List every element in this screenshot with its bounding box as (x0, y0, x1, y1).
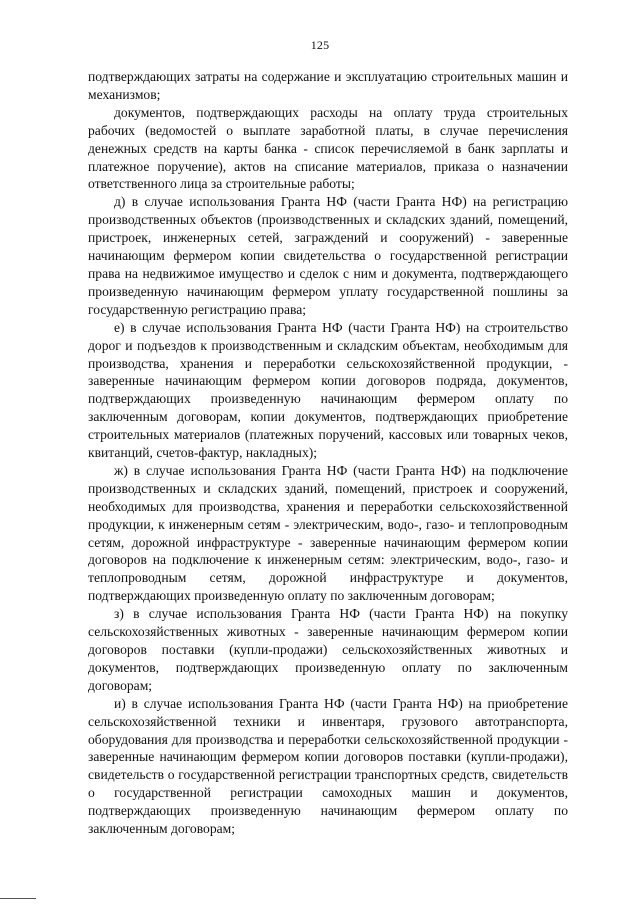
footer-rule (0, 898, 36, 899)
paragraph-item-z: з) в случае использования Гранта НФ (части Гранта НФ) на покупку сельскохозяйственных животных - заверенные начинающим фермером копии договоров поставки (купли-продажи) сельскохозяйственных животных и документов, подтверждающих произведенную оплату по заключенным договорам; (88, 606, 568, 693)
page-number: 125 (310, 38, 330, 52)
paragraph-item-e: е) в случае использования Гранта НФ (части Гранта НФ) на строительство дорог и подъездов к производственным и складским объектам, необходимым для производства, хранения и переработки сельскохозяйственной продукции, - заверенные начинающим фермером копии договоров подряда, документов, подтверждающих произведенную начинающим фермером оплату по заключенным договорам, копии документов, подтверждающих приобретение строительных материалов (платежных поручений, кассовых или товарных чеков, квитанций, счетов-фактур, накладных); (88, 319, 568, 461)
document-body (88, 68, 568, 838)
paragraph-labor-documents: документов, подтверждающих расходы на оплату труда строительных рабочих (ведомостей о выплате заработной платы, в случае перечисления денежных средств на карты банка - список перечисляемой в банк зарплаты и платежное поручение), актов на списание материалов, приказа о назначении ответственного лица за строительные работы; (88, 104, 568, 192)
paragraph-item-i: и) в случае использования Гранта НФ (части Гранта НФ) на приобретение сельскохозяйственной техники и инвентаря, грузового автотранспорта, оборудования для производства и переработки сельскохозяйственной продукции - заверенные начинающим фермером копии договоров поставки (купли-продажи), свидетельств о государственной регистрации транспортных средств, свидетельств о государственной регистрации самоходных машин и документов, подтверждающих произведенную начинающим фермером оплату по заключенным договорам; (88, 695, 568, 837)
paragraph-continuation: подтверждающих затраты на содержание и эксплуатацию строительных машин и механизмов; (88, 69, 568, 102)
paragraph-item-zh: ж) в случае использования Гранта НФ (части Гранта НФ) на подключение производственных и складских зданий, помещений, пристроек и сооружений, необходимых для производства, хранения и переработки сельскохозяйственной продукции, к инженерным сетям - электрическим, водо-, газо- и теплопроводным сетям, дорожной инфраструктуре - заверенные начинающим фермером копии договоров на подключение к инженерным сетям: электрическим, водо-, газо- и теплопроводным сетям, дорожной инфраструктуре и документов, подтверждающих произведенную оплату по заключенным договорам; (88, 462, 568, 604)
paragraph-item-d: д) в случае использования Гранта НФ (части Гранта НФ) на регистрацию производственных объектов (производственных и складских зданий, помещений, пристроек, инженерных сетей, заграждений и сооружений) - заверенные начинающим фермером копии свидетельства о государственной регистрации права на недвижимое имущество и сделок с ним и документа, подтверждающего произведенную начинающим фермером уплату государственной пошлины за государственную регистрацию права; (88, 194, 568, 317)
